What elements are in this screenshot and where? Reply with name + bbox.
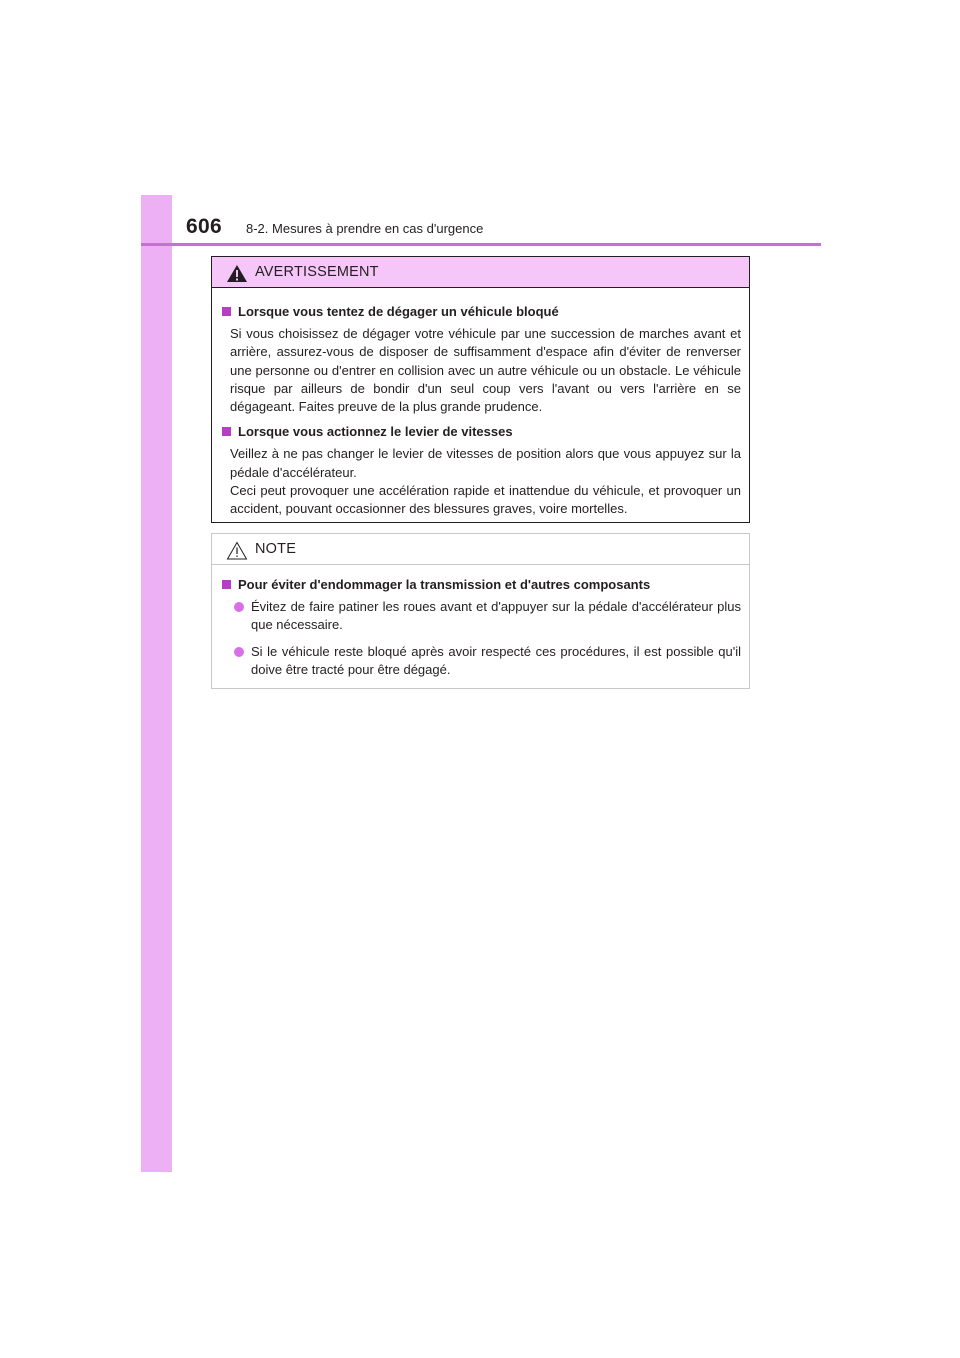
note-heading: Pour éviter d'endommager la transmission et d'autres composants — [220, 576, 741, 594]
warning-title: AVERTISSEMENT — [255, 264, 379, 280]
note-header — [212, 534, 749, 565]
circle-bullet-icon — [234, 602, 244, 612]
list-item: Si le véhicule reste bloqué après avoir respecté ces procédures, il est possible qu'il doive être tracté pour être dégagé. — [220, 643, 741, 679]
warning-section-heading: Lorsque vous tentez de dégager un véhicule bloqué — [220, 303, 741, 321]
circle-bullet-icon — [234, 647, 244, 657]
caution-triangle-icon — [226, 541, 248, 560]
warning-box — [211, 256, 750, 523]
page-number: 606 — [186, 215, 222, 238]
warning-body — [212, 288, 749, 518]
square-bullet-icon — [222, 427, 231, 436]
square-bullet-icon — [222, 307, 231, 316]
note-title: NOTE — [255, 541, 297, 557]
note-body — [212, 565, 749, 679]
warning-header — [212, 257, 749, 288]
warning-section-text: Veillez à ne pas changer le levier de vitesses de position alors que vous appuyez sur la pédale d'accélérateur. Ceci peut provoquer une accélération rapide et inattendue du véhicule, et provoquer un accident, pouvant occasionner des blessures graves, voire mortelles. — [230, 446, 741, 517]
warning-section-heading: Lorsque vous actionnez le levier de vitesses — [220, 423, 741, 441]
list-item: Évitez de faire patiner les roues avant et d'appuyer sur la pédale d'accélérateur plus que nécessaire. — [220, 598, 741, 634]
warning-triangle-icon — [226, 264, 248, 283]
square-bullet-icon — [222, 580, 231, 589]
header-rule — [141, 243, 821, 246]
note-box — [211, 533, 750, 689]
side-color-band — [141, 195, 172, 1172]
warning-section-text: Si vous choisissez de dégager votre véhicule par une succession de marches avant et arrière, assurez-vous de disposer de suffisamment d'espace afin d'éviter de renverser une personne ou d'entrer en collision avec un autre véhicule ou un obstacle. Le véhicule risque par ailleurs de bondir d'un seul coup vers l'avant ou vers l'arrière en se dégageant. Faites preuve de la plus grande prudence. — [230, 326, 741, 415]
section-title: 8-2. Mesures à prendre en cas d'urgence — [246, 221, 484, 236]
